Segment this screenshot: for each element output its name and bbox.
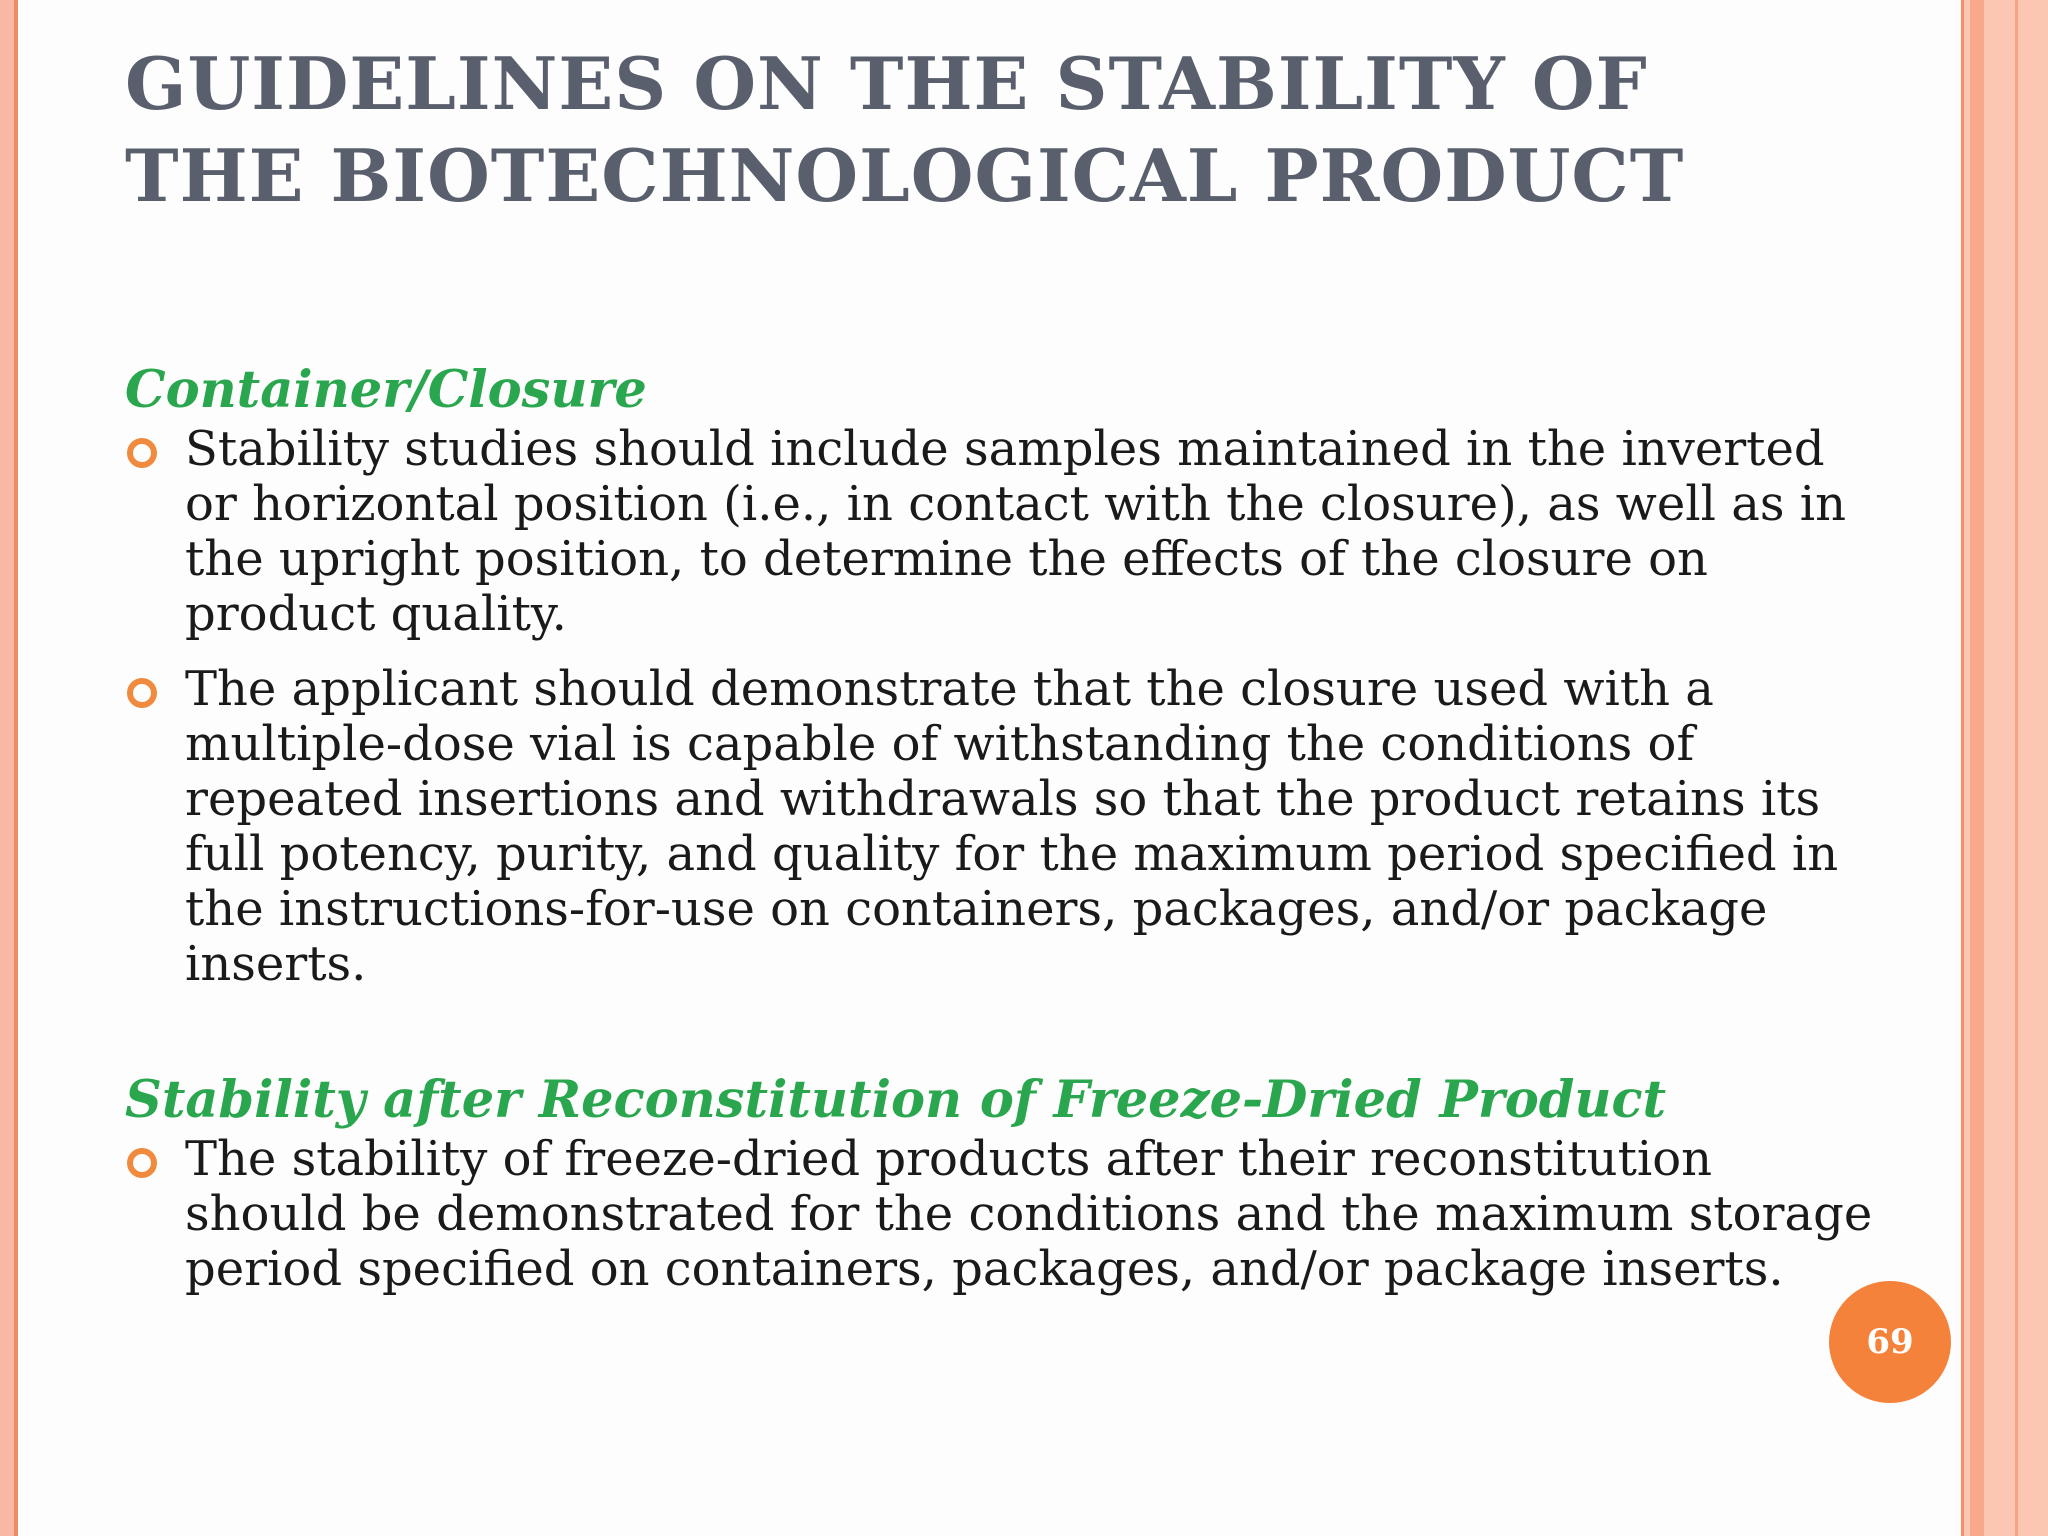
right-border-stripe <box>1970 0 1984 1536</box>
bullet-circle-icon <box>127 1148 157 1178</box>
bullet-text: Stability studies should include samples maintained in the inverted or horizontal position (i.e., in contact with the closure), as well as in the upright position, to determine the effects of the closure on product quality. <box>185 421 1846 642</box>
bullet-item <box>125 422 1885 642</box>
bullet-circle-icon <box>127 678 157 708</box>
bullet-item <box>125 662 1885 992</box>
slide-content <box>125 358 1873 1317</box>
slide-title <box>125 38 1825 222</box>
bullet-text: The applicant should demonstrate that the closure used with a multiple-dose vial is capable of withstanding the conditions of repeated insertions and withdrawals so that the product retains its full potency, purity, and quality for the maximum period specified in the instructions-for-use on containers, packages, and/or package inserts. <box>185 661 1839 992</box>
slide-title-line-2: THE BIOTECHNOLOGICAL PRODUCT <box>125 133 1685 218</box>
section-heading-reconstitution: Stability after Reconstitution of Freeze-Dried Product <box>125 1070 1667 1130</box>
page-number-badge: 69 <box>1829 1281 1951 1403</box>
left-border-line <box>14 0 18 1536</box>
right-border-line <box>1961 0 1964 1536</box>
right-border-thin-line <box>2015 0 2018 1536</box>
section-heading-container-closure: Container/Closure <box>125 360 647 420</box>
bullet-text: The stability of freeze-dried products after their reconstitution should be demonstrated for the conditions and the maximum storage period specified on containers, packages, and/or package inserts. <box>185 1131 1873 1297</box>
slide-title-line-1: GUIDELINES ON THE STABILITY OF <box>125 41 1648 126</box>
bullet-item <box>125 1132 1885 1297</box>
bullet-circle-icon <box>127 438 157 468</box>
